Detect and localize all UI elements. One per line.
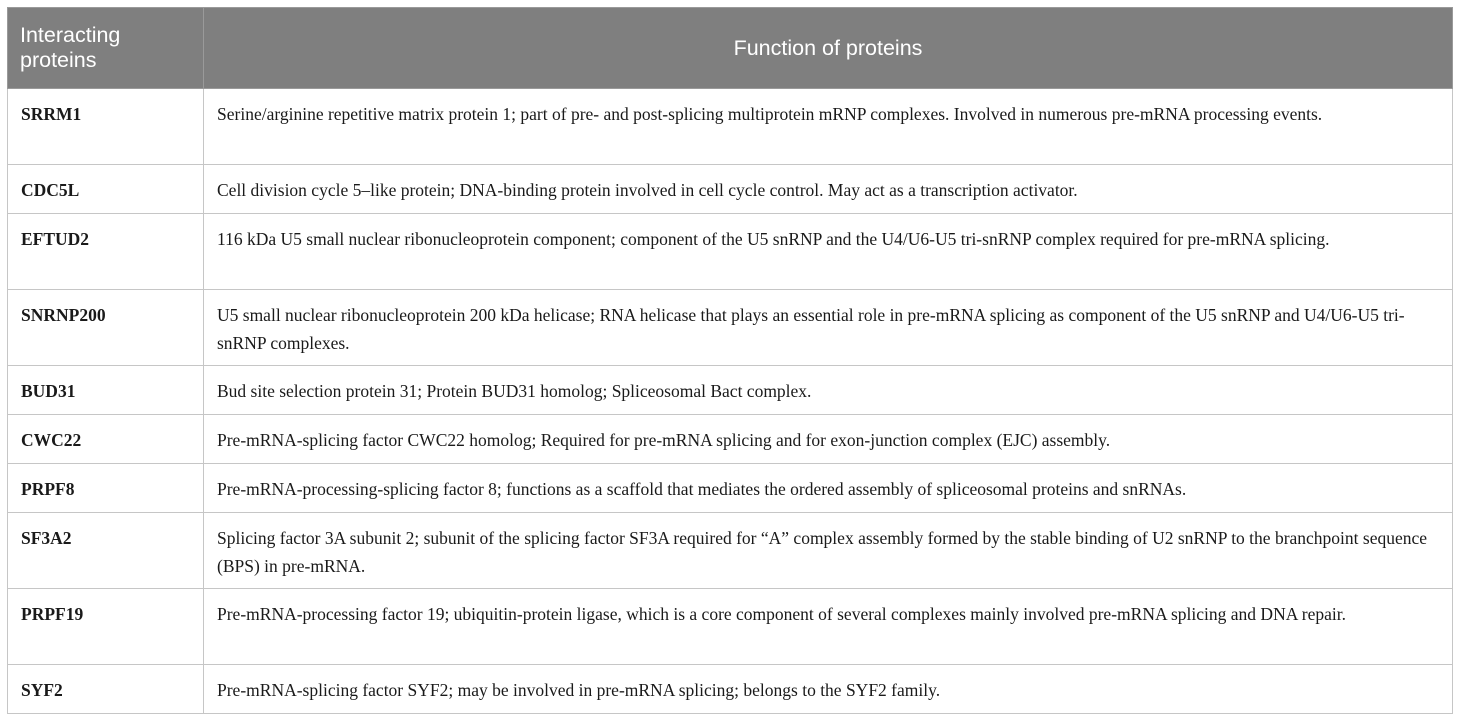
table-header-row — [8, 8, 1453, 89]
protein-name-cell: PRPF19 — [8, 589, 204, 665]
header-interacting-proteins: Interacting proteins — [8, 8, 204, 89]
table-row — [8, 513, 1453, 589]
protein-name-cell: SF3A2 — [8, 513, 204, 589]
protein-function-cell: Serine/arginine repetitive matrix protein 1; part of pre- and post-splicing multiprotein mRNP complexes. Involved in numerous pre-mRNA processing events. — [204, 89, 1453, 165]
protein-function-cell: Pre-mRNA-processing-splicing factor 8; functions as a scaffold that mediates the ordered assembly of spliceosomal proteins and snRNAs. — [204, 464, 1453, 513]
table-row — [8, 165, 1453, 214]
table-row — [8, 415, 1453, 464]
protein-function-cell: Pre-mRNA-splicing factor CWC22 homolog; Required for pre-mRNA splicing and for exon-junction complex (EJC) assembly. — [204, 415, 1453, 464]
protein-function-table — [7, 7, 1453, 714]
protein-function-cell: U5 small nuclear ribonucleoprotein 200 kDa helicase; RNA helicase that plays an essential role in pre-mRNA splicing as component of the U5 snRNP and U4/U6-U5 tri-snRNP complexes. — [204, 290, 1453, 366]
table-row — [8, 464, 1453, 513]
protein-function-cell: Cell division cycle 5–like protein; DNA-binding protein involved in cell cycle control. May act as a transcription activator. — [204, 165, 1453, 214]
protein-function-cell: 116 kDa U5 small nuclear ribonucleoprotein component; component of the U5 snRNP and the U4/U6-U5 tri-snRNP complex required for pre-mRNA splicing. — [204, 214, 1453, 290]
table-row — [8, 589, 1453, 665]
protein-name-cell: PRPF8 — [8, 464, 204, 513]
protein-name-cell: CWC22 — [8, 415, 204, 464]
protein-name-cell: EFTUD2 — [8, 214, 204, 290]
protein-name-cell: BUD31 — [8, 366, 204, 415]
table-row — [8, 89, 1453, 165]
protein-name-cell: SNRNP200 — [8, 290, 204, 366]
protein-name-cell: SYF2 — [8, 665, 204, 714]
protein-name-cell: CDC5L — [8, 165, 204, 214]
header-function-of-proteins: Function of proteins — [204, 8, 1453, 89]
protein-name-cell: SRRM1 — [8, 89, 204, 165]
table-row — [8, 214, 1453, 290]
protein-function-cell: Pre-mRNA-splicing factor SYF2; may be involved in pre-mRNA splicing; belongs to the SYF2 family. — [204, 665, 1453, 714]
protein-function-cell: Splicing factor 3A subunit 2; subunit of the splicing factor SF3A required for “A” complex assembly formed by the stable binding of U2 snRNP to the branchpoint sequence (BPS) in pre-mRNA. — [204, 513, 1453, 589]
protein-function-cell: Bud site selection protein 31; Protein BUD31 homolog; Spliceosomal Bact complex. — [204, 366, 1453, 415]
table-row — [8, 366, 1453, 415]
table-row — [8, 665, 1453, 714]
protein-function-cell: Pre-mRNA-processing factor 19; ubiquitin-protein ligase, which is a core component of several complexes mainly involved pre-mRNA splicing and DNA repair. — [204, 589, 1453, 665]
table-row — [8, 290, 1453, 366]
